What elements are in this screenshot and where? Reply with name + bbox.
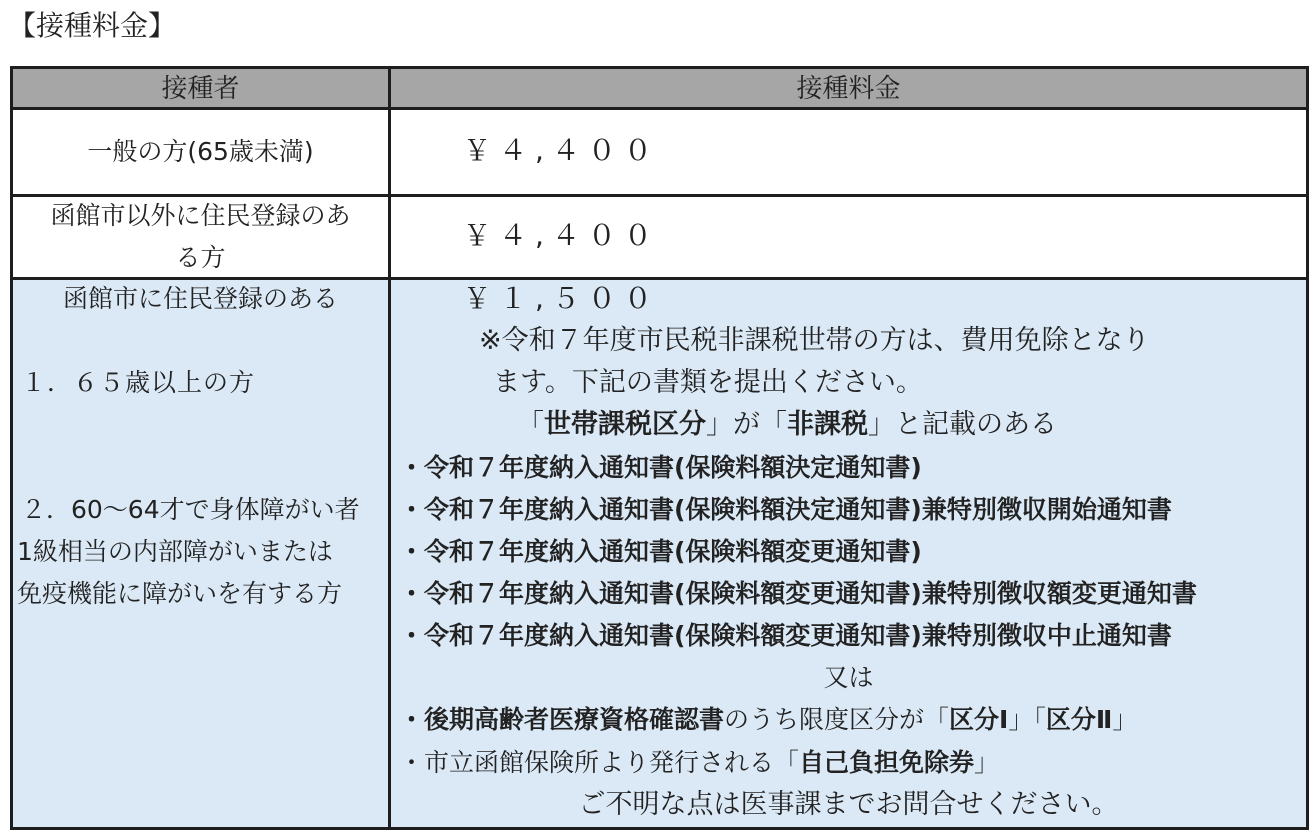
page-title: 【接種料金】: [8, 9, 177, 42]
tax-status-requirement: 「世帯課税区分」が「非課税」と記載のある: [517, 409, 1057, 440]
recipient-60-64-l1: ２．60～64才で身体障がい者: [21, 495, 360, 524]
recipient-60-64-l2: 1級相当の内部障がいまたは: [17, 537, 333, 566]
recipient-65-over: １．６５歳以上の方: [21, 368, 256, 397]
exemption-ticket-item: ・市立函館保険所より発行される「自己負担免除券」: [399, 748, 1000, 777]
contact-note: ご不明な点は医事課までお問合せください。: [578, 789, 1119, 820]
table-header-row: [13, 69, 1306, 110]
recipient-general: 一般の方(65歳未満): [87, 137, 314, 166]
document-item: ・令和７年度納入通知書(保険料額決定通知書): [399, 453, 922, 482]
header-fee: 接種料金: [796, 74, 901, 104]
table-row: [13, 197, 1306, 280]
column-divider: [388, 69, 391, 827]
table-row: [13, 280, 1306, 827]
document-item: ・令和７年度納入通知書(保険料額変更通知書)兼特別徴収額変更通知書: [399, 579, 1197, 608]
recipient-60-64-l3: 免疫機能に障がいを有する方: [17, 579, 343, 608]
or-separator: 又は: [823, 663, 874, 692]
exemption-note-l1: ※令和７年度市民税非課税世帯の方は、費用免除となり: [479, 325, 1150, 356]
fee-general: ￥４,４００: [463, 134, 660, 167]
table-row: [13, 110, 1306, 197]
recipient-resident-intro: 函館市に住民登録のある: [62, 284, 338, 313]
elderly-certificate-item: ・後期高齢者医療資格確認書のうち限度区分が「区分Ⅰ」「区分Ⅱ」: [399, 705, 1138, 734]
document-item: ・令和７年度納入通知書(保険料額変更通知書): [399, 537, 922, 566]
fee-nonresident: ￥４,４００: [463, 219, 660, 252]
document-item: ・令和７年度納入通知書(保険料額変更通知書)兼特別徴収中止通知書: [399, 621, 1172, 650]
document-item: ・令和７年度納入通知書(保険料額決定通知書)兼特別徴収開始通知書: [399, 495, 1172, 524]
exemption-note-l2: ます。下記の書類を提出ください。: [493, 367, 923, 398]
fee-resident: ￥１,５００: [463, 282, 660, 315]
recipient-nonresident-l1: 函館市以外に住民登録のあ: [50, 201, 351, 230]
header-recipient: 接種者: [161, 74, 240, 104]
recipient-nonresident-l2: る方: [175, 243, 226, 272]
fee-table: [10, 66, 1309, 830]
